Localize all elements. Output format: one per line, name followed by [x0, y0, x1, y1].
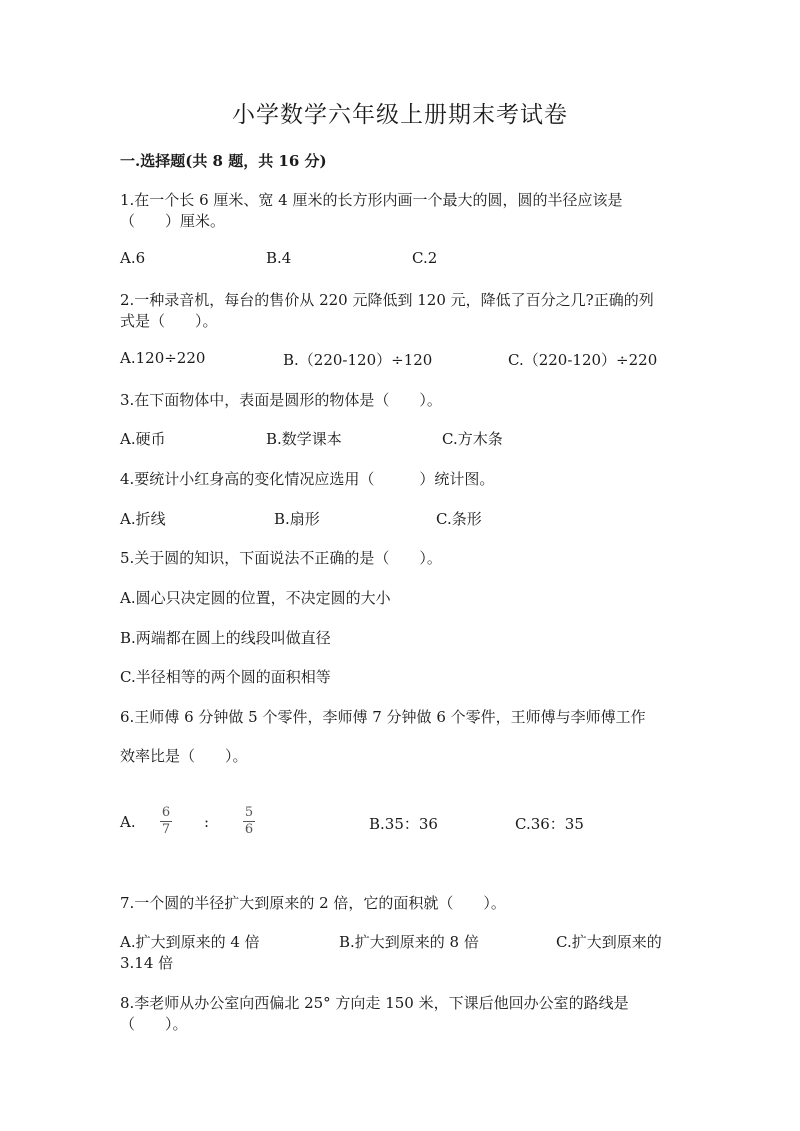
fraction-numerator: 6 — [161, 805, 171, 820]
question-4-option-b: B.扇形 — [274, 510, 320, 528]
question-1-line-2: （ ）厘米。 — [120, 212, 226, 230]
question-7-option-a: A.扩大到原来的 4 倍 — [120, 933, 260, 951]
question-1-option-c: C.2 — [412, 249, 438, 267]
question-3-option-a: A.硬币 — [120, 430, 166, 448]
ratio-separator: : — [204, 813, 210, 831]
fraction-denominator: 7 — [161, 822, 171, 837]
section-heading: 一.选择题(共 8 题，共 16 分) — [120, 152, 327, 170]
question-5-line-1: 5.关于圆的知识，下面说法不正确的是（ ）。 — [120, 549, 442, 567]
question-1-line-1: 1.在一个长 6 厘米、宽 4 厘米的长方形内画一个最大的圆，圆的半径应该是 — [120, 191, 623, 209]
question-5-option-c: C.半径相等的两个圆的面积相等 — [120, 668, 331, 686]
question-8-line-2: （ ）。 — [120, 1015, 188, 1033]
question-1-option-a: A.6 — [120, 249, 146, 267]
question-6-option-a: A. — [120, 813, 136, 831]
fraction-six-sevenths — [160, 806, 172, 837]
question-2-line-1: 2.一种录音机，每台的售价从 220 元降低到 120 元，降低了百分之几?正确的列 — [120, 291, 654, 309]
question-6-line-1: 6.王师傅 6 分钟做 5 个零件，李师傅 7 分钟做 6 个零件，王师傅与李师傅工作 — [120, 708, 646, 726]
question-7-option-c: C.扩大到原来的 — [556, 933, 662, 951]
question-1-option-b: B.4 — [266, 249, 292, 267]
question-6-option-c: C.36：35 — [515, 815, 584, 833]
fraction-numerator: 5 — [244, 805, 254, 820]
question-5-option-a: A.圆心只决定圆的位置，不决定圆的大小 — [120, 589, 391, 607]
question-3-line-1: 3.在下面物体中，表面是圆形的物体是（ ）。 — [120, 391, 442, 409]
question-4-line-1: 4.要统计小红身高的变化情况应选用（ ）统计图。 — [120, 470, 495, 488]
question-5-option-b: B.两端都在圆上的线段叫做直径 — [120, 629, 331, 647]
question-2-option-c: C.（220-120）÷220 — [508, 351, 658, 369]
question-2-line-2: 式是（ ）。 — [120, 312, 218, 330]
page-title: 小学数学六年级上册期末考试卷 — [232, 102, 568, 128]
question-3-option-b: B.数学课本 — [266, 430, 342, 448]
question-6-line-2: 效率比是（ ）。 — [120, 747, 248, 765]
question-3-option-c: C.方木条 — [442, 430, 503, 448]
question-7-line-1: 7.一个圆的半径扩大到原来的 2 倍，它的面积就（ ）。 — [120, 894, 506, 912]
question-8-line-1: 8.李老师从办公室向西偏北 25° 方向走 150 米，下课后他回办公室的路线是 — [120, 994, 629, 1012]
question-2-option-b: B.（220-120）÷120 — [283, 351, 433, 369]
question-7-option-b: B.扩大到原来的 8 倍 — [339, 933, 479, 951]
question-6-option-b: B.35：36 — [369, 815, 438, 833]
question-4-option-a: A.折线 — [120, 510, 166, 528]
fraction-five-sixths — [243, 806, 255, 837]
question-4-option-c: C.条形 — [436, 510, 482, 528]
question-2-option-a: A.120÷220 — [120, 349, 206, 367]
fraction-denominator: 6 — [244, 822, 254, 837]
question-7-option-c-continued: 3.14 倍 — [120, 954, 174, 972]
